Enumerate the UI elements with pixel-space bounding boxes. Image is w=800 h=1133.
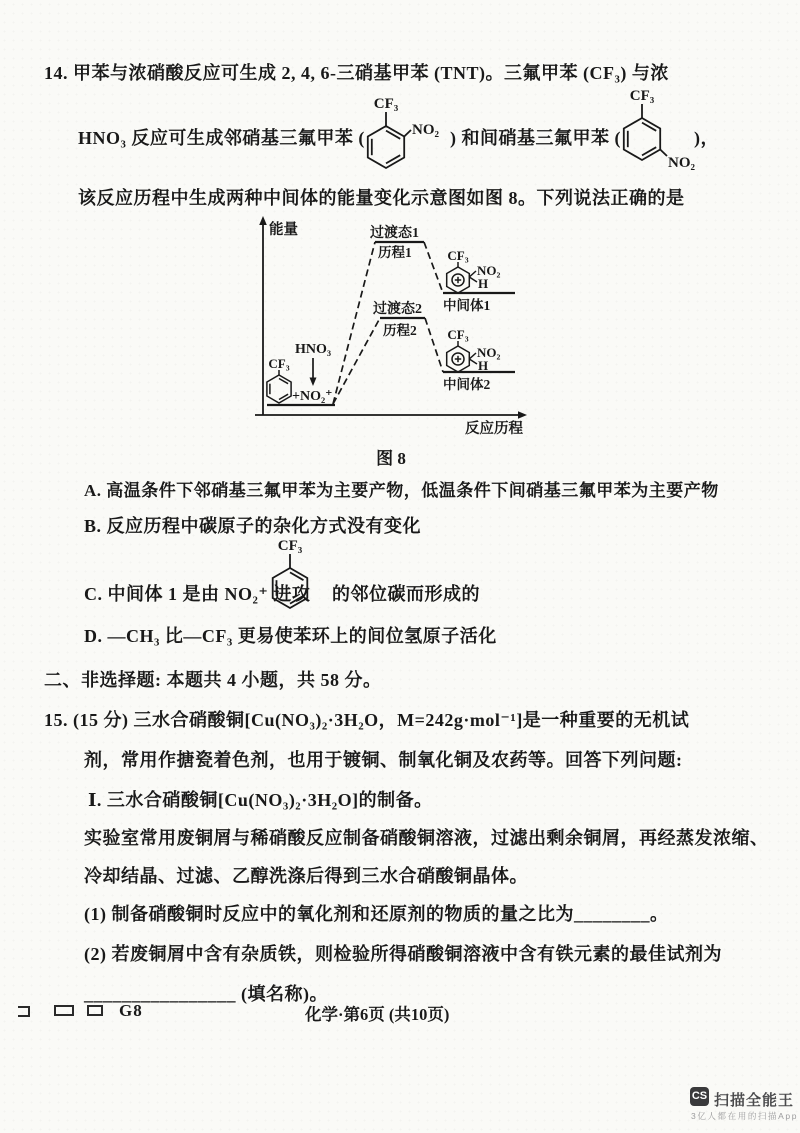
intermediate1-structure — [447, 248, 501, 293]
cf3-label: CF₃ — [447, 327, 469, 342]
hno3-label: HNO₃ — [295, 342, 332, 357]
inter1-label: 中间体1 — [443, 298, 491, 313]
option-c-structure — [258, 536, 328, 620]
cf3-label: CF₃ — [447, 248, 469, 263]
intermediate2-structure — [447, 327, 501, 373]
option-b: B. 反应历程中碳原子的杂化方式没有变化 — [84, 516, 422, 536]
figure-caption: 图 8 — [376, 449, 406, 468]
h-label: H — [478, 276, 489, 291]
path2-label: 历程2 — [383, 323, 417, 338]
q14-line1: 14. 甲苯与浓硝酸反应可生成 2, 4, 6-三硝基甲苯 (TNT)。三氟甲苯 (CF₃) 与浓 — [44, 63, 669, 83]
no2-label: NO₂ — [477, 345, 501, 360]
q15-line1: 15. (15 分) 三水合硝酸铜[Cu(NO₃)₂·3H₂O，M=242g·mol⁻¹]是一种重要的无机试 — [44, 710, 690, 730]
q15-sub1: (1) 制备硝酸铜时反应中的氧化剂和还原剂的物质的量之比为________。 — [84, 904, 669, 924]
option-d: D. —CH₃ 比—CF₃ 更易使苯环上的间位氢原子活化 — [84, 626, 497, 646]
reactant-benzene-ring — [267, 370, 291, 403]
attack-species-label: +NO₂⁺ — [292, 389, 333, 404]
q14-line3: 该反应历程中生成两种中间体的能量变化示意图如图 8。下列说法正确的是 — [78, 188, 685, 208]
cf3-label: CF₃ — [268, 356, 290, 371]
option-a: A. 高温条件下邻硝基三氟甲苯为主要产物，低温条件下间硝基三氟甲苯为主要产物 — [84, 481, 719, 500]
cf3-label: CF₃ — [373, 96, 399, 112]
section2-heading: 二、非选择题: 本题共 4 小题，共 58 分。 — [44, 670, 382, 690]
q15-sub2-line2: ________________ (填名称)。 — [84, 984, 328, 1004]
q15-part1: Ⅰ. 三水合硝酸铜[Cu(NO₃)₂·3H₂O]的制备。 — [88, 790, 433, 810]
q14-line2-end: )， — [694, 128, 719, 148]
cf3-label: CF₃ — [277, 538, 303, 554]
booklet-code: G8 — [119, 1001, 143, 1020]
inter2-label: 中间体2 — [443, 377, 491, 392]
benzene-ring — [368, 112, 411, 168]
cf3-label: CF₃ — [629, 88, 655, 104]
no2-label: NO₂ — [412, 122, 439, 138]
h-label: H — [478, 358, 489, 373]
no2-label: NO₂ — [477, 263, 501, 278]
x-axis-arrow-icon — [518, 411, 527, 419]
benzene-ring — [273, 554, 308, 608]
ts1-label: 过渡态1 — [370, 226, 419, 241]
registration-mark-icon — [18, 1006, 30, 1017]
q15-line2: 剂，常用作搪瓷着色剂，也用于镀铜、制氧化铜及农药等。回答下列问题: — [84, 750, 683, 770]
registration-mark-icon — [87, 1005, 103, 1016]
scanner-app-logo-icon: CS — [690, 1087, 709, 1106]
page-number-info: 化学·第6页 (共10页) — [305, 1005, 450, 1024]
scanner-app-tagline: 3亿人都在用的扫描App — [691, 1111, 799, 1121]
q14-line2-pre: HNO₃ 反应可生成邻硝基三氟甲苯 ( — [78, 128, 365, 148]
y-axis-arrow-icon — [259, 216, 267, 225]
ortho-nitro-structure — [352, 92, 448, 182]
q14-line2-mid: ) 和间硝基三氟甲苯 ( — [450, 128, 621, 148]
x-axis-label: 反应历程 — [465, 421, 523, 437]
q15-line3: 实验室常用废铜屑与稀硝酸反应制备硝酸铜溶液，过滤出剩余铜屑，再经蒸发浓缩、 — [84, 828, 769, 848]
registration-mark-icon — [54, 1005, 74, 1016]
q15-sub2-line1: (2) 若废铜屑中含有杂质铁，则检验所得硝酸铜溶液中含有铁元素的最佳试剂为 — [84, 944, 722, 964]
q15-line4: 冷却结晶、过滤、乙醇洗涤后得到三水合硝酸铜晶体。 — [84, 866, 528, 886]
hno3-arrowhead-icon — [310, 378, 317, 387]
path1-label: 历程1 — [378, 245, 412, 260]
benzene-ring — [624, 104, 667, 160]
scanner-app-name: 扫描全能王 — [714, 1092, 795, 1109]
no2-label: NO₂ — [668, 155, 695, 171]
option-c-post: 的邻位碳而形成的 — [332, 584, 480, 604]
energy-diagram — [225, 212, 555, 447]
ts2-label: 过渡态2 — [373, 302, 422, 317]
option-c-pre: C. 中间体 1 是由 NO₂⁺ 进攻 — [84, 584, 311, 604]
y-axis-label: 能量 — [269, 222, 298, 238]
